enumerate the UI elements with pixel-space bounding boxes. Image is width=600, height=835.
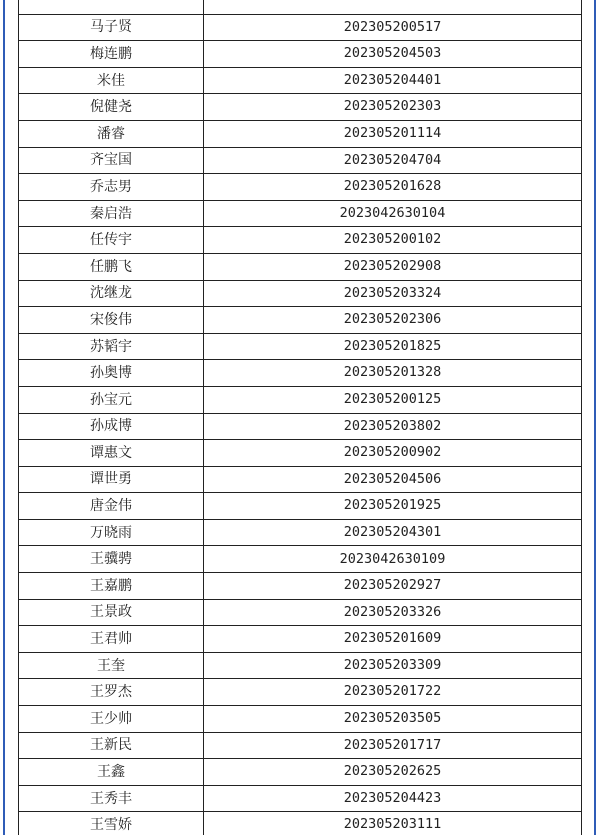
student-name-cell: 王君帅 <box>19 626 204 653</box>
student-name-cell: 王罗杰 <box>19 679 204 706</box>
student-name-cell: 宋俊伟 <box>19 307 204 334</box>
student-id-cell: 202305200125 <box>204 386 582 413</box>
student-name-cell: 乔志男 <box>19 174 204 201</box>
student-name-cell: 潘睿 <box>19 120 204 147</box>
table-row <box>19 0 582 14</box>
student-id-cell: 202305201925 <box>204 493 582 520</box>
student-name-cell: 王少帅 <box>19 706 204 733</box>
table-row <box>19 732 582 759</box>
student-id-cell: 202305201717 <box>204 732 582 759</box>
student-id-cell: 202305203309 <box>204 652 582 679</box>
frame-border-left <box>3 0 5 835</box>
student-id-cell: 202305202927 <box>204 573 582 600</box>
student-name-cell: 王鑫 <box>19 759 204 786</box>
student-id-cell: 202305201722 <box>204 679 582 706</box>
student-id-cell: 202305204503 <box>204 41 582 68</box>
student-name-cell: 孙奥博 <box>19 360 204 387</box>
roster-body <box>19 0 582 835</box>
table-row <box>19 440 582 467</box>
student-name-cell: 倪健尧 <box>19 94 204 121</box>
table-row <box>19 333 582 360</box>
student-name-cell: 唐金伟 <box>19 493 204 520</box>
student-name-cell: 孙宝元 <box>19 386 204 413</box>
student-name-cell: 王嘉鹏 <box>19 573 204 600</box>
student-id-cell: 202305203324 <box>204 280 582 307</box>
student-id-cell: 202305203505 <box>204 706 582 733</box>
student-name-cell: 王骥骋 <box>19 546 204 573</box>
table-row <box>19 147 582 174</box>
table-row <box>19 466 582 493</box>
student-name-cell: 王新民 <box>19 732 204 759</box>
student-name-cell: 王雪娇 <box>19 812 204 835</box>
table-row <box>19 812 582 835</box>
student-id-cell: 2023042630109 <box>204 546 582 573</box>
student-id-cell: 202305201609 <box>204 626 582 653</box>
student-name-cell: 齐宝国 <box>19 147 204 174</box>
student-id-cell: 202305200902 <box>204 440 582 467</box>
table-row <box>19 307 582 334</box>
table-row <box>19 493 582 520</box>
table-row <box>19 14 582 41</box>
table-row <box>19 41 582 68</box>
student-name-cell: 万晓雨 <box>19 519 204 546</box>
student-name-cell: 王秀丰 <box>19 785 204 812</box>
student-name-cell: 谭惠文 <box>19 440 204 467</box>
table-row <box>19 785 582 812</box>
student-id-cell: 202305204423 <box>204 785 582 812</box>
student-name-cell <box>19 0 204 14</box>
student-id-cell: 202305202625 <box>204 759 582 786</box>
student-id-cell: 202305204506 <box>204 466 582 493</box>
table-row <box>19 360 582 387</box>
student-id-cell: 202305204401 <box>204 67 582 94</box>
student-id-cell: 202305201328 <box>204 360 582 387</box>
student-id-cell: 202305202908 <box>204 253 582 280</box>
table-row <box>19 253 582 280</box>
student-name-cell: 沈继龙 <box>19 280 204 307</box>
student-id-cell: 202305202303 <box>204 94 582 121</box>
table-row <box>19 546 582 573</box>
student-name-cell: 马子贤 <box>19 14 204 41</box>
student-id-cell: 202305200517 <box>204 14 582 41</box>
table-row <box>19 200 582 227</box>
student-id-cell: 202305203111 <box>204 812 582 835</box>
student-name-cell: 孙成博 <box>19 413 204 440</box>
student-id-cell: 202305201628 <box>204 174 582 201</box>
student-id-cell: 202305201825 <box>204 333 582 360</box>
table-row <box>19 280 582 307</box>
table-row <box>19 413 582 440</box>
student-name-cell: 王景政 <box>19 599 204 626</box>
table-row <box>19 386 582 413</box>
student-name-cell: 梅连鹏 <box>19 41 204 68</box>
student-id-cell: 202305204301 <box>204 519 582 546</box>
table-row <box>19 519 582 546</box>
student-id-cell: 202305203326 <box>204 599 582 626</box>
table-row <box>19 706 582 733</box>
table-row <box>19 573 582 600</box>
student-id-cell: 202305202306 <box>204 307 582 334</box>
student-name-cell: 任传宇 <box>19 227 204 254</box>
student-name-cell: 秦启浩 <box>19 200 204 227</box>
table-row <box>19 759 582 786</box>
student-id-cell: 202305201114 <box>204 120 582 147</box>
student-id-cell: 202305203802 <box>204 413 582 440</box>
frame-border-right <box>594 0 596 835</box>
student-name-cell: 谭世勇 <box>19 466 204 493</box>
student-name-cell: 王奎 <box>19 652 204 679</box>
student-name-cell: 任鹏飞 <box>19 253 204 280</box>
table-row <box>19 120 582 147</box>
table-row <box>19 652 582 679</box>
student-id-cell: 202305200102 <box>204 227 582 254</box>
table-row <box>19 599 582 626</box>
student-id-cell <box>204 0 582 14</box>
table-row <box>19 174 582 201</box>
student-name-cell: 米佳 <box>19 67 204 94</box>
student-roster-table <box>18 0 582 835</box>
table-row <box>19 679 582 706</box>
table-row <box>19 94 582 121</box>
table-row <box>19 626 582 653</box>
table-row <box>19 67 582 94</box>
student-id-cell: 2023042630104 <box>204 200 582 227</box>
table-row <box>19 227 582 254</box>
student-id-cell: 202305204704 <box>204 147 582 174</box>
student-name-cell: 苏韬宇 <box>19 333 204 360</box>
